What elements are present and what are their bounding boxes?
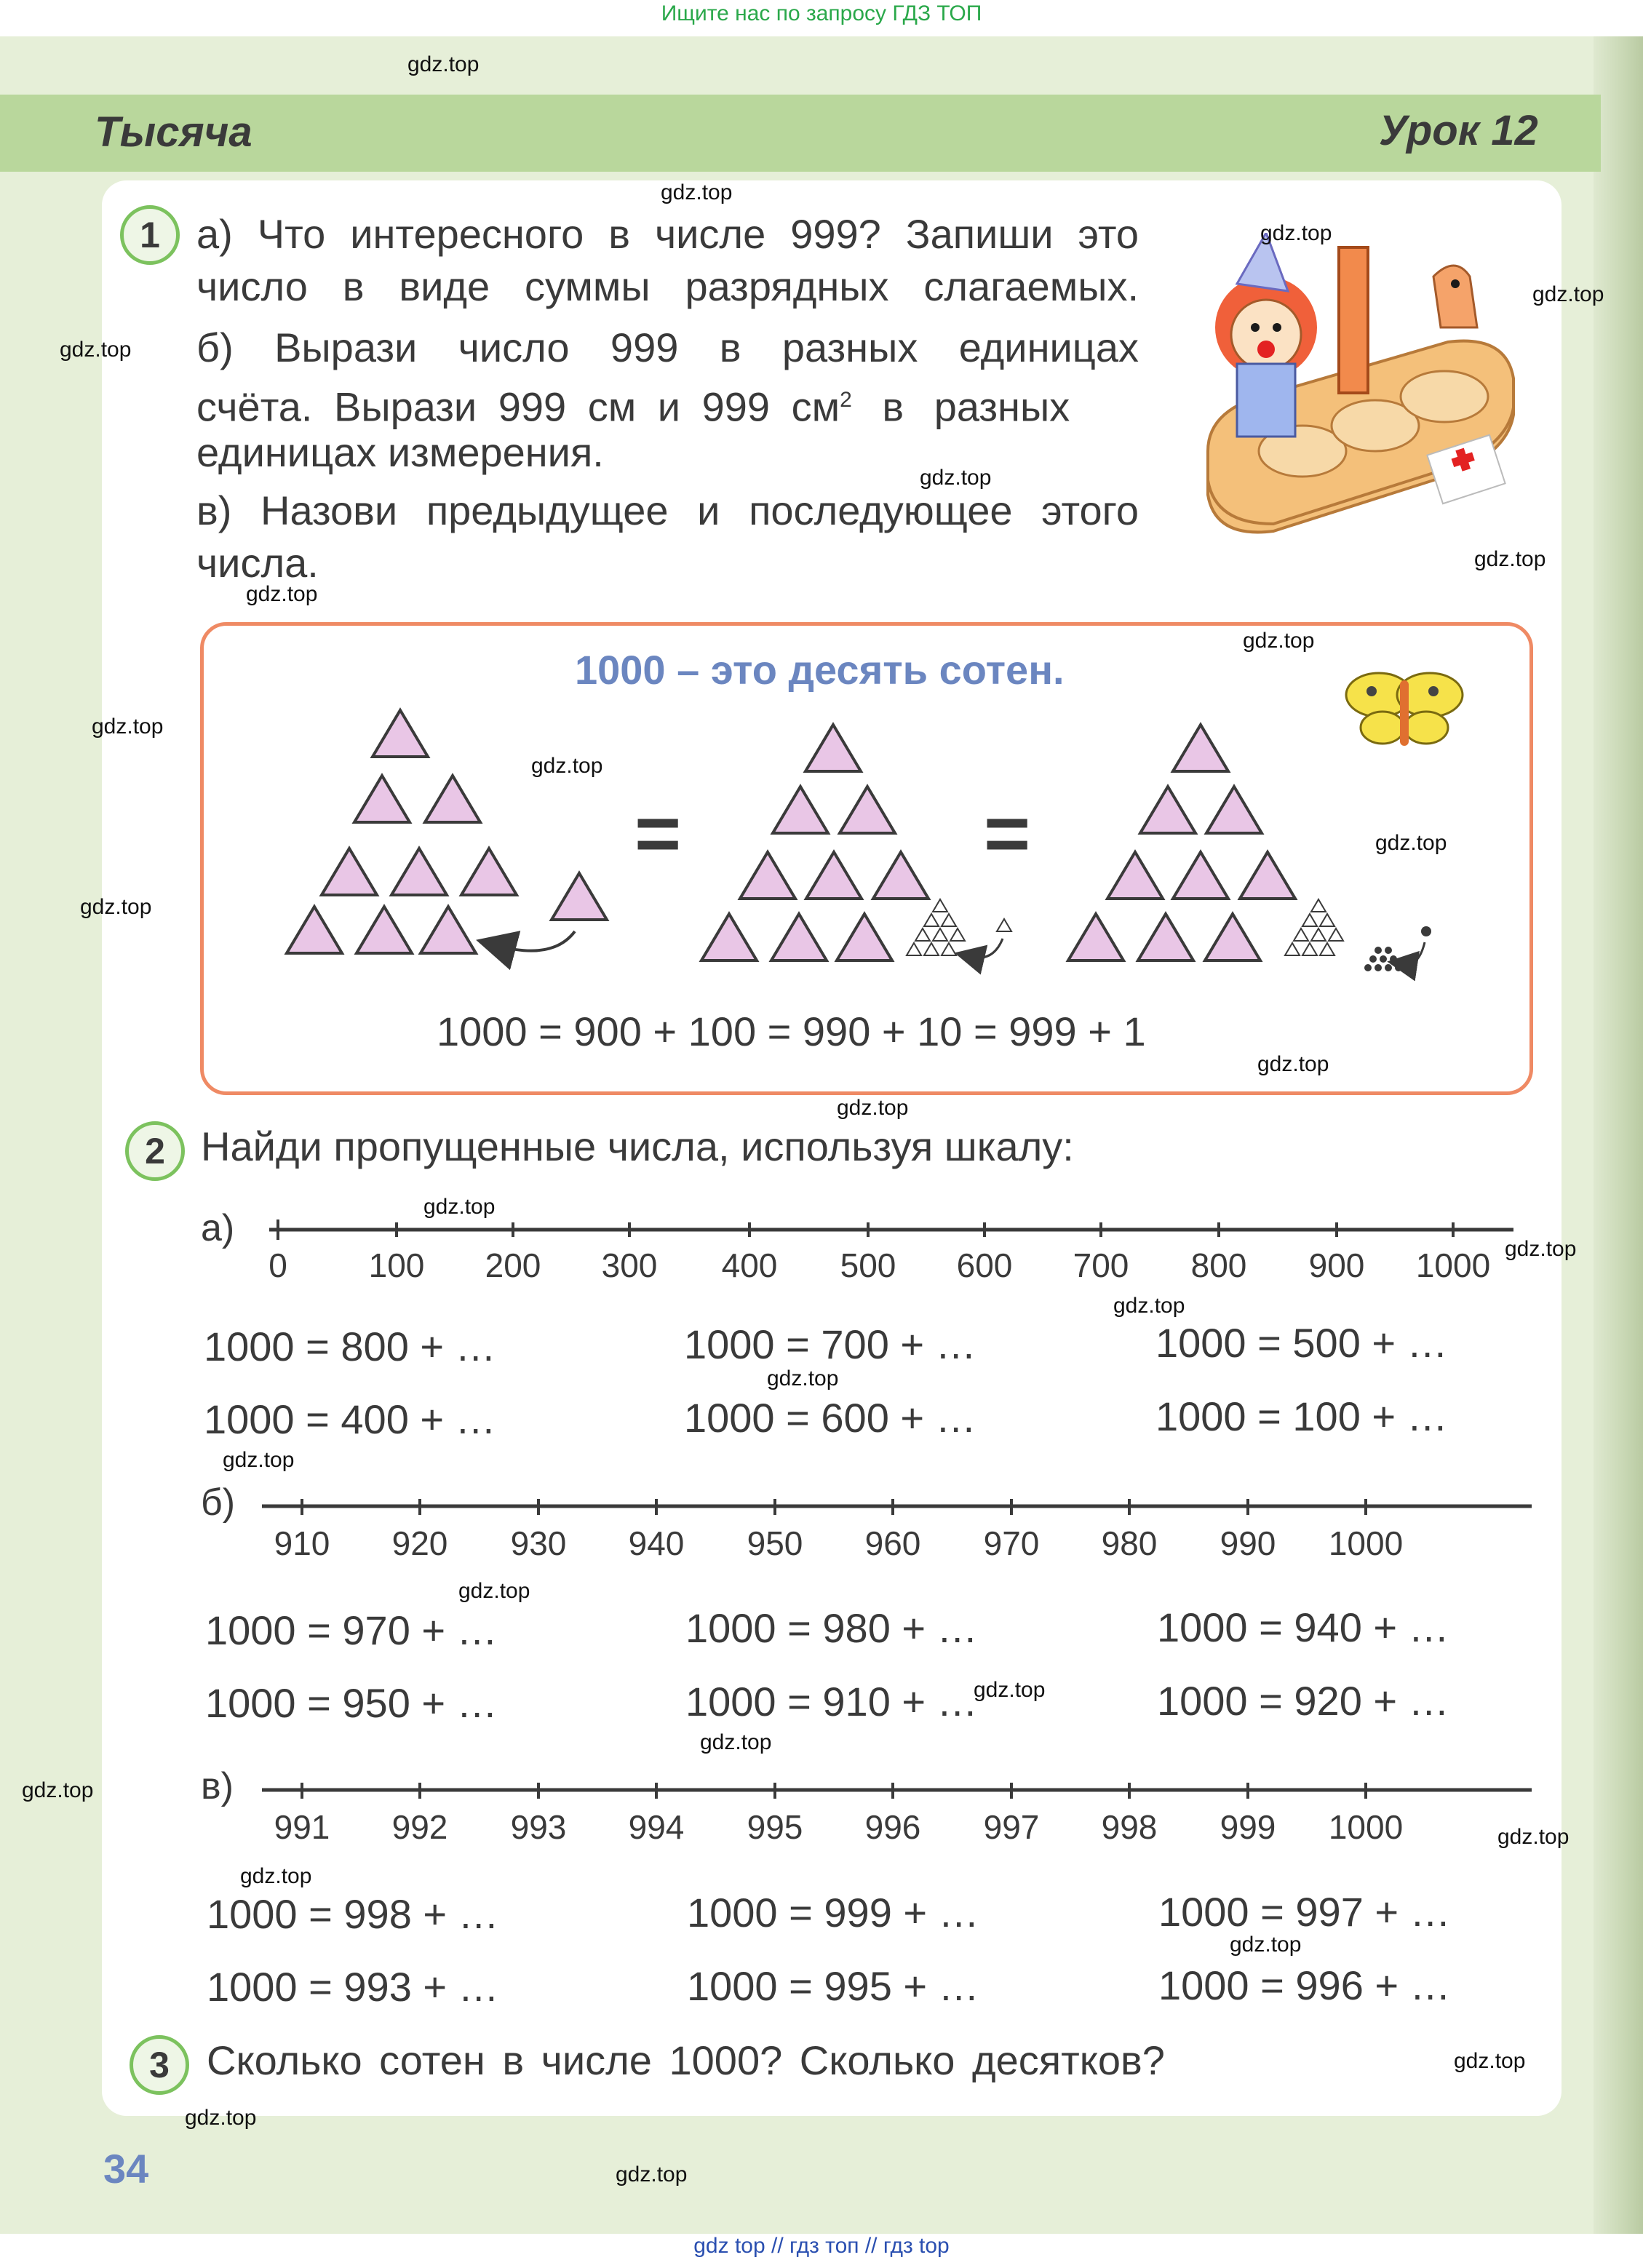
watermark: gdz.top — [1505, 1237, 1577, 1261]
tick-label: 980 — [1101, 1524, 1158, 1562]
tick-label: 993 — [510, 1808, 567, 1846]
dot-group-1 — [1421, 926, 1431, 936]
number-line-a-labels — [269, 1246, 1521, 1289]
equation-c-2: 1000 = 999 + … — [687, 1890, 979, 1935]
watermark: gdz.top — [661, 180, 733, 204]
page-number: 34 — [103, 2146, 149, 2192]
equation-a-5: 1000 = 600 + … — [684, 1395, 976, 1441]
tick-label: 100 — [368, 1246, 425, 1284]
tick-label: 940 — [628, 1524, 685, 1562]
equation-b-3: 1000 = 940 + … — [1157, 1604, 1449, 1650]
watermark: gdz.top — [837, 1096, 909, 1120]
task-2-number: 2 — [125, 1121, 185, 1181]
triangle-group-10 — [997, 919, 1011, 931]
tick-label: 600 — [956, 1246, 1013, 1284]
info-box-title: 1000 – это десять сотен. — [575, 647, 1065, 693]
watermark: gdz.top — [185, 2106, 257, 2130]
tick-label: 800 — [1190, 1246, 1247, 1284]
task-1-number: 1 — [120, 205, 180, 265]
tick-label: 0 — [268, 1246, 287, 1284]
tick-label: 1000 — [1328, 1524, 1404, 1562]
watermark: gdz.top — [60, 338, 132, 362]
equation-b-5: 1000 = 910 + … — [685, 1679, 978, 1724]
triangle-group-900 — [287, 710, 517, 953]
triangle-group-990 — [701, 725, 965, 960]
number-line-c — [262, 1777, 1535, 1806]
equation-c-6: 1000 = 996 + … — [1158, 1962, 1451, 2008]
watermark: gdz.top — [974, 1678, 1046, 1702]
watermark: gdz.top — [767, 1366, 839, 1390]
task-1-superscript: 2 — [840, 388, 852, 412]
watermark: gdz.top — [1375, 831, 1447, 855]
task-1-line-4-tail: в разных — [851, 383, 1070, 430]
equation-a-4: 1000 = 400 + … — [204, 1396, 496, 1442]
watermark: gdz.top — [1230, 1933, 1302, 1957]
watermark: gdz.top — [423, 1195, 496, 1219]
equals-sign-2: = — [984, 789, 1031, 878]
tick-label: 300 — [601, 1246, 658, 1284]
equation-b-6: 1000 = 920 + … — [1157, 1678, 1449, 1724]
watermark: gdz.top — [1474, 547, 1546, 571]
equals-sign-1: = — [634, 789, 682, 878]
number-line-b-labels — [262, 1524, 1535, 1567]
watermark: gdz.top — [531, 754, 603, 778]
tick-label: 970 — [983, 1524, 1040, 1562]
triangle-diagram — [277, 699, 1470, 990]
tick-label: 900 — [1308, 1246, 1365, 1284]
tick-label: 700 — [1073, 1246, 1129, 1284]
arrow-3 — [1404, 942, 1425, 964]
watermark: gdz.top — [407, 52, 480, 76]
task-3-number: 3 — [130, 2035, 189, 2095]
number-line-a — [269, 1215, 1521, 1244]
task-2-title: Найди пропущенные числа, используя шкалу: — [201, 1123, 1074, 1169]
watermark: gdz.top — [1454, 2049, 1526, 2073]
tick-label: 400 — [721, 1246, 778, 1284]
page-edge-shadow — [1594, 36, 1643, 2234]
tick-label: 920 — [391, 1524, 448, 1562]
number-line-b — [262, 1493, 1535, 1522]
watermark: gdz.top — [223, 1448, 295, 1472]
equation-b-4: 1000 = 950 + … — [205, 1680, 498, 1726]
task-1-line-4 — [196, 374, 1139, 434]
tick-label: 990 — [1220, 1524, 1276, 1562]
lesson-title: Урок 12 — [1379, 107, 1538, 154]
arrow-2 — [971, 939, 1003, 958]
tick-label: 999 — [1220, 1808, 1276, 1846]
part-b-label: б) — [201, 1481, 236, 1524]
tick-label: 200 — [485, 1246, 541, 1284]
chapter-title: Тысяча — [95, 108, 252, 156]
part-c-label: в) — [201, 1765, 234, 1807]
watermark: gdz.top — [616, 2162, 688, 2187]
tick-label: 950 — [747, 1524, 803, 1562]
task-1-line-3: б) Вырази число 999 в разных единицах — [196, 325, 1139, 370]
tick-label: 991 — [274, 1808, 330, 1846]
watermark: gdz.top — [246, 582, 318, 606]
watermark: gdz.top — [1532, 282, 1604, 306]
task-1-line-2: число в виде суммы разрядных слагаемых. — [196, 263, 1139, 309]
equation-b-1: 1000 = 970 + … — [205, 1607, 498, 1653]
tick-label: 995 — [747, 1808, 803, 1846]
task-1-line-5: единицах измерения. — [196, 429, 604, 475]
watermark: gdz.top — [458, 1579, 530, 1603]
watermark: gdz.top — [700, 1730, 772, 1754]
number-line-c-labels — [262, 1807, 1535, 1851]
watermark: gdz.top — [80, 895, 152, 919]
equation-a-6: 1000 = 100 + … — [1155, 1393, 1448, 1439]
watermark: gdz.top — [92, 715, 164, 739]
watermark: gdz.top — [1113, 1294, 1185, 1318]
task-3-text: Сколько сотен в числе 1000? Сколько десятков? — [207, 2037, 1165, 2083]
equation-c-1: 1000 = 998 + … — [207, 1891, 499, 1937]
tick-label: 500 — [840, 1246, 896, 1284]
equation-a-3: 1000 = 500 + … — [1155, 1320, 1448, 1366]
watermark: gdz.top — [1260, 221, 1332, 245]
equation-a-1: 1000 = 800 + … — [204, 1324, 496, 1369]
triangle-group-100 — [552, 873, 607, 920]
top-banner-link[interactable]: Ищите нас по запросу ГДЗ ТОП — [661, 1, 982, 25]
equation-b-2: 1000 = 980 + … — [685, 1605, 978, 1651]
task-1-line-1: а) Что интересного в числе 999? Запиши это — [196, 211, 1139, 257]
watermark: gdz.top — [22, 1778, 94, 1802]
bottom-banner-links[interactable]: gdz top // гдз топ // гдз top — [693, 2234, 950, 2258]
tick-label: 996 — [864, 1808, 921, 1846]
tick-label: 998 — [1101, 1808, 1158, 1846]
tick-label: 992 — [391, 1808, 448, 1846]
equation-c-3: 1000 = 997 + … — [1158, 1889, 1451, 1935]
equation-a-2: 1000 = 700 + … — [684, 1321, 976, 1367]
task-1-line-4-text: счёта. Вырази 999 см и 999 см — [196, 383, 840, 430]
tick-label: 1000 — [1328, 1808, 1404, 1846]
tick-label: 994 — [628, 1808, 685, 1846]
tick-label: 997 — [983, 1808, 1040, 1846]
watermark: gdz.top — [920, 466, 992, 490]
tick-label: 1000 — [1415, 1246, 1491, 1284]
clown-with-999-bread-icon — [1193, 233, 1528, 553]
task-1-line-7: числа. — [196, 540, 319, 586]
part-a-label: а) — [201, 1207, 235, 1249]
task-1-line-6: в) Назови предыдущее и последующее этого — [196, 488, 1139, 533]
equation-c-5: 1000 = 995 + … — [687, 1963, 979, 2009]
arrow-1 — [498, 931, 575, 951]
watermark: gdz.top — [1257, 1052, 1329, 1076]
equation-c-4: 1000 = 993 + … — [207, 1964, 499, 2010]
tick-label: 930 — [510, 1524, 567, 1562]
info-box-equation: 1000 = 900 + 100 = 990 + 10 = 999 + 1 — [437, 1008, 1146, 1054]
triangle-group-999 — [1068, 725, 1402, 971]
tick-label: 960 — [864, 1524, 921, 1562]
tick-label: 910 — [274, 1524, 330, 1562]
watermark: gdz.top — [1497, 1825, 1570, 1849]
watermark: gdz.top — [240, 1864, 312, 1888]
watermark: gdz.top — [1243, 629, 1315, 653]
